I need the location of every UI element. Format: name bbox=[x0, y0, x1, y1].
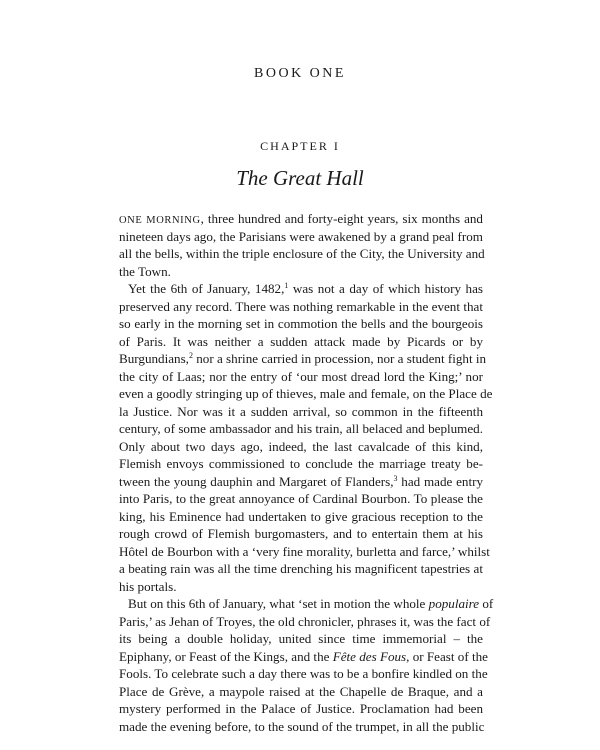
text-line bbox=[119, 508, 483, 526]
text-segment: of Paris. It was neither a sudden attack made by Picards or by bbox=[119, 333, 483, 349]
text-segment: Paris,’ as Jehan of Troyes, the old chronicler, phrases it, was the fact of bbox=[119, 613, 491, 629]
text-segment: the Town. bbox=[119, 263, 171, 279]
text-segment: rough crowd of Flemish burgomasters, and to entertain them at his bbox=[119, 526, 483, 541]
text-line bbox=[119, 333, 483, 351]
text-line bbox=[119, 595, 494, 613]
footnote-marker: 1 bbox=[284, 281, 289, 290]
text-segment: Flemish envoys commissioned to conclude the marriage treaty be- bbox=[119, 456, 483, 471]
text-line bbox=[119, 613, 491, 631]
text-segment: so early in the morning set in commotion the bells and the bourgeois bbox=[119, 316, 483, 331]
small-caps-opening: ONE MORNING bbox=[119, 215, 201, 226]
text-segment: Burgundians, bbox=[119, 351, 189, 366]
text-segment: tween the young dauphin and Margaret of Flanders, bbox=[119, 473, 394, 489]
body-text bbox=[119, 210, 494, 735]
text-segment: the city of Laas; nor the entry of ‘our most dread lord the King;’ nor bbox=[119, 368, 483, 384]
text-segment: its being a double holiday, united since time immemorial – the bbox=[119, 631, 483, 646]
text-segment: Place de Grève, a maypole raised at the Chapelle de Braque, and a bbox=[119, 683, 483, 699]
text-line bbox=[119, 700, 483, 718]
text-line bbox=[119, 718, 483, 736]
text-segment: , three hundred and forty-eight years, six months and bbox=[200, 211, 483, 226]
text-segment: , or Feast of the bbox=[406, 648, 488, 664]
text-line bbox=[119, 665, 488, 683]
text-line bbox=[119, 543, 490, 561]
text-line bbox=[119, 210, 483, 228]
text-segment: was not a day of which history has bbox=[288, 281, 484, 296]
text-segment: preserved any record. There was nothing remarkable in the event that bbox=[119, 298, 483, 314]
footnote-marker: 3 bbox=[393, 473, 398, 483]
text-line bbox=[119, 578, 483, 596]
text-line bbox=[119, 280, 483, 298]
text-line bbox=[119, 648, 488, 666]
italic-text: Fête des Fous bbox=[332, 648, 407, 664]
text-segment: Fools. To celebrate such a day there was to be a bonfire kindled on the bbox=[119, 666, 488, 681]
text-segment: la Justice. Nor was it a sudden arrival, so common in the fifteenth bbox=[119, 403, 483, 419]
text-line bbox=[119, 228, 483, 246]
text-line bbox=[119, 298, 483, 316]
text-segment: Hôtel de Bourbon with a ‘very fine morality, burletta and farce,’ whilst bbox=[119, 543, 490, 559]
text-segment: all the bells, within the triple enclosure of the City, the University and bbox=[119, 246, 485, 261]
text-line bbox=[119, 683, 483, 701]
text-line bbox=[119, 455, 483, 473]
text-segment: his portals. bbox=[119, 578, 177, 594]
text-line bbox=[119, 420, 483, 438]
text-line bbox=[119, 315, 483, 333]
text-line bbox=[119, 560, 483, 578]
text-segment: nor a shrine carried in procession, nor a student fight in bbox=[192, 351, 487, 366]
text-line bbox=[119, 438, 483, 456]
text-segment: century, of some ambassador and his train, all belaced and beplumed. bbox=[119, 421, 483, 436]
text-segment: of bbox=[479, 596, 494, 611]
text-segment: king, his Eminence had undertaken to give gracious reception to the bbox=[119, 508, 483, 524]
chapter-label: CHAPTER I bbox=[260, 139, 340, 153]
text-segment: Yet the 6th of January, 1482, bbox=[128, 281, 285, 296]
italic-text: populaire bbox=[428, 596, 480, 611]
text-segment: made the evening before, to the sound of the trumpet, in all the public bbox=[119, 718, 485, 734]
book-title: BOOK ONE bbox=[254, 66, 346, 81]
text-segment: had made entry bbox=[397, 473, 483, 489]
text-line bbox=[119, 403, 483, 421]
text-line bbox=[119, 263, 483, 281]
text-line bbox=[119, 368, 483, 386]
text-segment: Only about two days ago, indeed, the last cavalcade of this kind, bbox=[119, 438, 483, 454]
text-segment: nineteen days ago, the Parisians were awakened by a grand peal from bbox=[119, 228, 483, 244]
text-line bbox=[119, 350, 487, 368]
text-line bbox=[119, 525, 483, 543]
text-segment: a beating rain was all the time drenching his magnificent tapestries at bbox=[119, 561, 483, 576]
footnote-marker: 2 bbox=[188, 351, 193, 360]
text-line bbox=[119, 630, 483, 648]
text-segment: into Paris, to the great annoyance of Cardinal Bourbon. To please the bbox=[119, 491, 483, 506]
text-line bbox=[119, 490, 483, 508]
text-line bbox=[119, 245, 483, 263]
text-segment: But on this 6th of January, what ‘set in motion the whole bbox=[128, 596, 429, 611]
chapter-title: The Great Hall bbox=[236, 166, 364, 190]
text-line bbox=[119, 473, 483, 491]
text-segment: even a goodly stringing up of thieves, male and female, on the Place de bbox=[119, 386, 493, 401]
text-segment: mystery performed in the Palace of Justice. Proclamation had been bbox=[119, 701, 483, 716]
text-segment: Epiphany, or Feast of the Kings, and the bbox=[119, 648, 333, 664]
text-line bbox=[119, 385, 493, 403]
